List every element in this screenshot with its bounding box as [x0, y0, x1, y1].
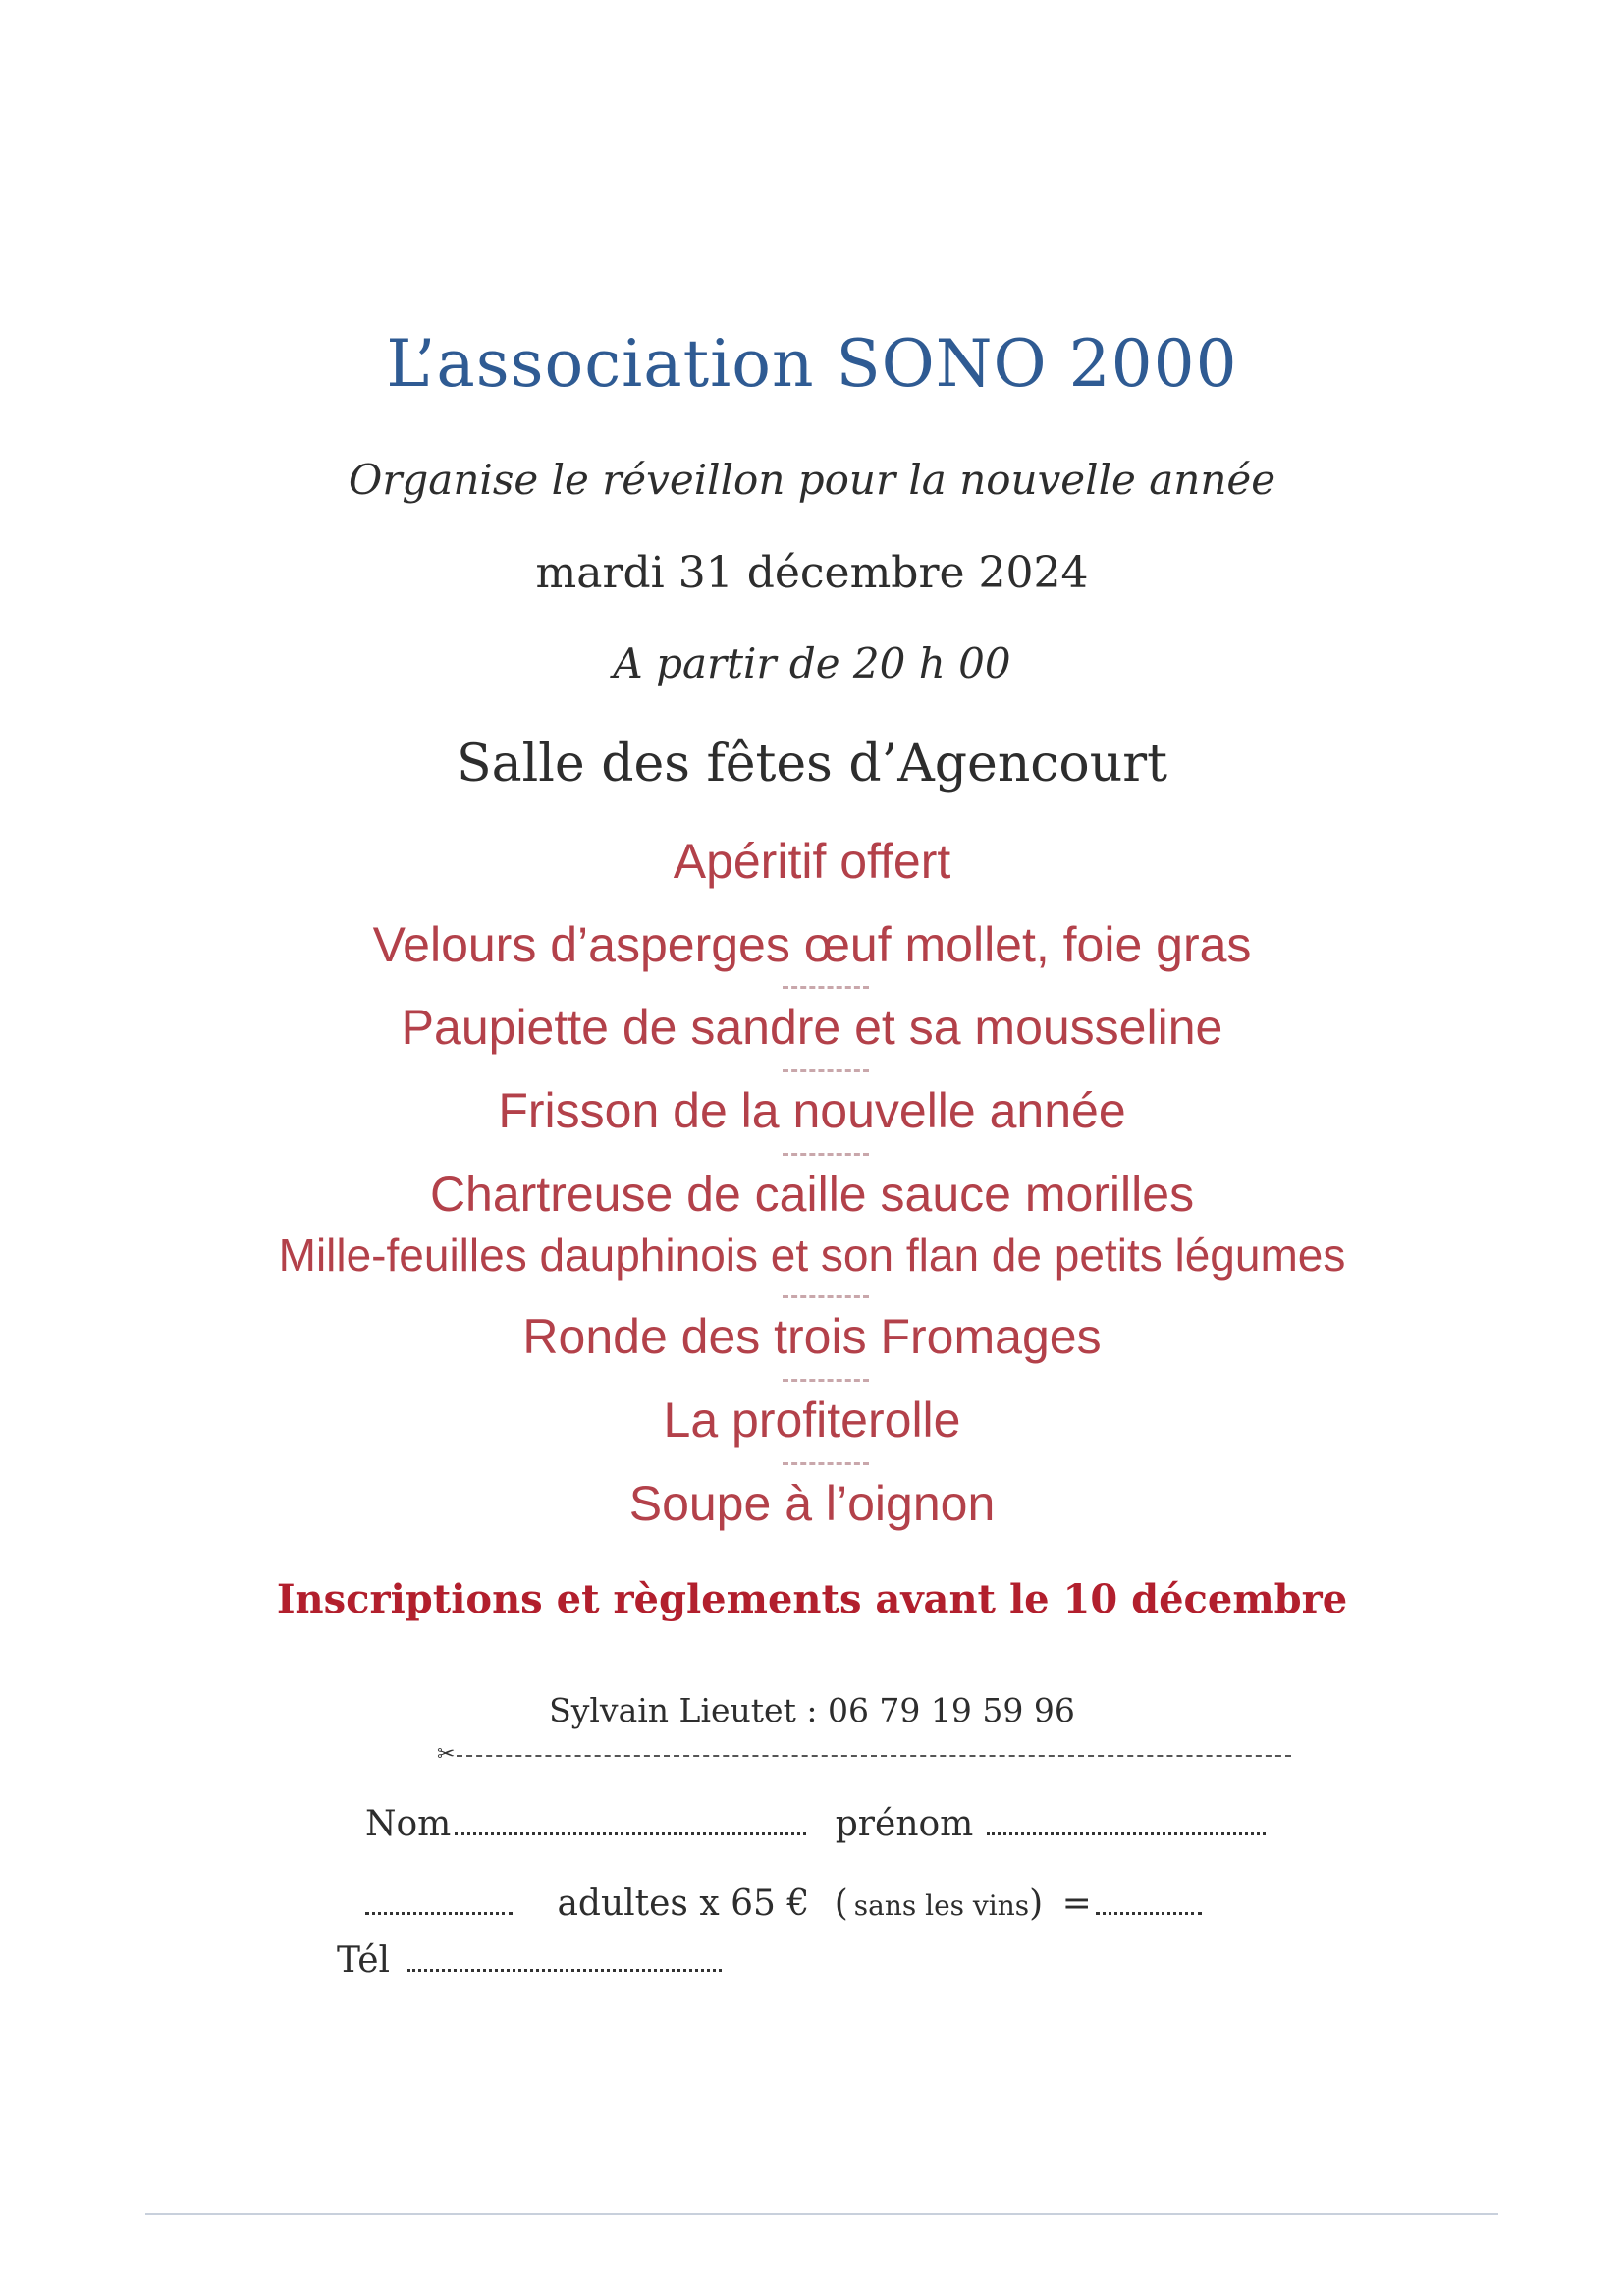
- event-venue: Salle des fêtes d’Agencourt: [457, 735, 1167, 793]
- menu-starter: Velours d’asperges œuf mollet, foie gras: [372, 917, 1252, 972]
- cut-line: [437, 1742, 1291, 1767]
- scissors-icon: ✂: [437, 1742, 456, 1767]
- phone-label: Tél: [337, 1941, 391, 1981]
- menu-separator: [783, 1069, 869, 1072]
- menu-main: Chartreuse de caille sauce morilles: [429, 1167, 1195, 1222]
- equals-sign: =: [1061, 1884, 1092, 1924]
- menu-sorbet: Frisson de la nouvelle année: [498, 1083, 1126, 1138]
- wine-note-open: (: [834, 1884, 848, 1924]
- menu-fish: Paupiette de sandre et sa mousseline: [401, 1000, 1223, 1055]
- dashed-cut-line: [457, 1755, 1291, 1757]
- phone-field[interactable]: [407, 1943, 722, 1972]
- adults-count-field[interactable]: [365, 1886, 513, 1915]
- event-time: A partir de 20 h 00: [613, 639, 1011, 687]
- menu-separator: [783, 1379, 869, 1382]
- total-field[interactable]: [1096, 1886, 1202, 1915]
- name-field[interactable]: [455, 1807, 806, 1835]
- menu-separator: [783, 1295, 869, 1298]
- menu-separator: [783, 986, 869, 989]
- menu-side: Mille-feuilles dauphinois et son flan de petits légumes: [278, 1230, 1346, 1281]
- menu-aperitif: Apéritif offert: [673, 834, 951, 889]
- contact-info: Sylvain Lieutet : 06 79 19 59 96: [549, 1691, 1075, 1729]
- event-subtitle: Organise le réveillon pour la nouvelle année: [348, 456, 1276, 504]
- page-bottom-rule: [145, 2213, 1498, 2215]
- menu-cheese: Ronde des trois Fromages: [522, 1309, 1102, 1364]
- form-phone-row: [337, 1943, 722, 1979]
- menu-soup: Soupe à l’oignon: [628, 1476, 996, 1531]
- event-date: mardi 31 décembre 2024: [535, 548, 1089, 598]
- wine-note-close: ): [1029, 1884, 1044, 1924]
- form-name-row: [365, 1804, 1266, 1844]
- menu-separator: [783, 1462, 869, 1465]
- page-title: L’association SONO 2000: [386, 326, 1238, 402]
- menu-dessert: La profiterolle: [663, 1393, 961, 1448]
- form-adults-row: [365, 1886, 1202, 1922]
- wine-note: sans les vins: [853, 1889, 1030, 1922]
- firstname-label: prénom: [835, 1804, 974, 1844]
- menu-separator: [783, 1153, 869, 1156]
- registration-deadline: Inscriptions et règlements avant le 10 décembre: [276, 1576, 1348, 1622]
- name-label: Nom: [365, 1804, 452, 1844]
- firstname-field[interactable]: [987, 1807, 1266, 1835]
- adults-price-label: adultes x 65 €: [557, 1884, 810, 1924]
